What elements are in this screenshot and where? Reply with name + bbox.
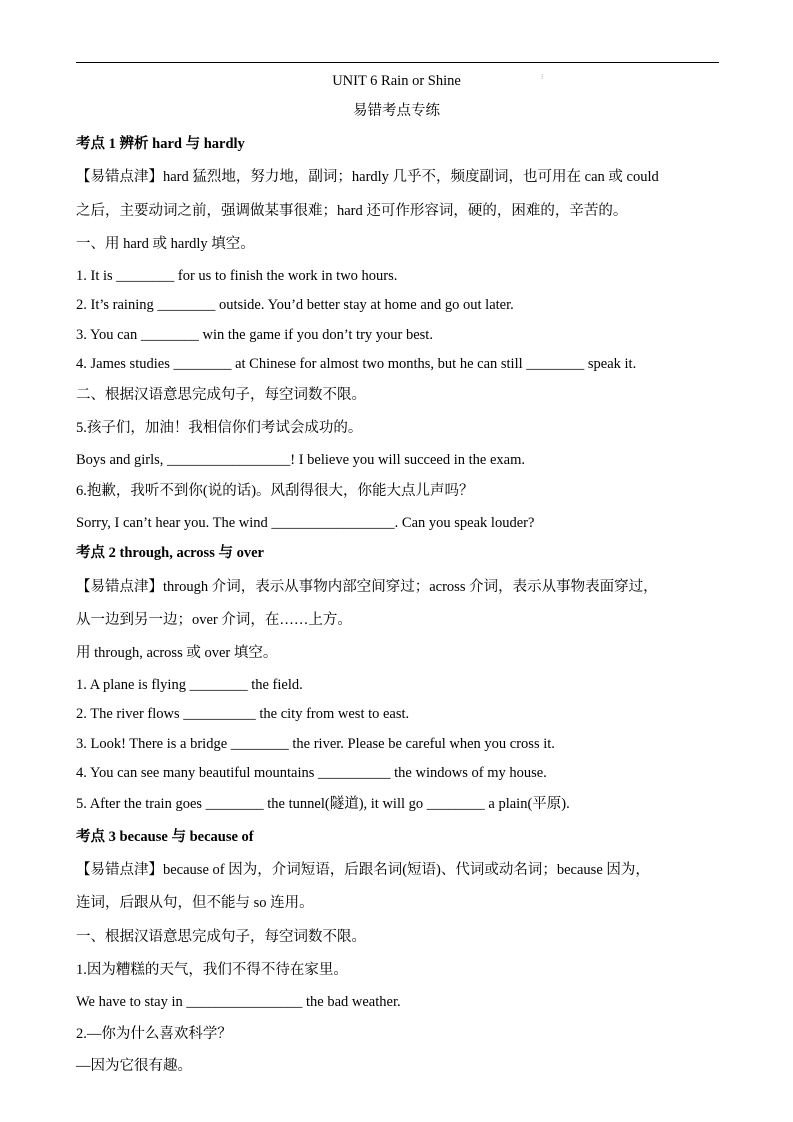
exercise-line: 3. Look! There is a bridge ________ the river. Please be careful when you cross it. [76, 736, 555, 752]
exercise-line: 3. You can ________ win the game if you don’t try your best. [76, 327, 433, 343]
exercise-prompt: 5.孩子们，加油！我相信你们考试会成功的。 [76, 420, 363, 436]
tip-line: 之后，主要动词之前，强调做某事很难；hard 还可作形容词，硬的，困难的，辛苦的。 [76, 203, 628, 219]
exercise-line: 1. A plane is flying ________ the field. [76, 677, 303, 693]
exercise-line: 2. The river flows __________ the city from west to east. [76, 706, 410, 722]
exercise-line: 4. James studies ________ at Chinese for almost two months, but he can still ________ speak it. [76, 356, 637, 372]
tip-line: 【易错点津】because of 因为，介词短语，后跟名词(短语)、代词或动名词；because 因为， [76, 862, 650, 878]
page-subtitle: 易错考点专练 [353, 103, 440, 119]
section-heading-2: 考点 2 through, across 与 over [76, 545, 264, 561]
exercise-prompt: —因为它很有趣。 [76, 1058, 192, 1074]
exercise-line: 1. It is ________ for us to finish the work in two hours. [76, 268, 398, 284]
page-title: UNIT 6 Rain or Shine [332, 73, 461, 89]
exercise-line: 2. It’s raining ________ outside. You’d better stay at home and go out later. [76, 297, 514, 313]
exercise-line: 5. After the train goes ________ the tunnel(隧道), it will go ________ a plain(平原). [76, 796, 570, 812]
exercise-line: We have to stay in ________________ the bad weather. [76, 994, 401, 1010]
tip-line: 连词，后跟从句，但不能与 so 连用。 [76, 895, 314, 911]
exercise-line: Sorry, I can’t hear you. The wind _________________. Can you speak louder? [76, 515, 535, 531]
exercise-prompt: 2.—你为什么喜欢科学？ [76, 1026, 232, 1042]
instruction-line: 一、根据汉语意思完成句子，每空词数不限。 [76, 929, 366, 945]
exercise-line: 4. You can see many beautiful mountains __________ the windows of my house. [76, 765, 547, 781]
exercise-line: Boys and girls, _________________! I believe you will succeed in the exam. [76, 452, 526, 468]
exercise-prompt: 1.因为糟糕的天气，我们不得不待在家里。 [76, 962, 348, 978]
instruction-line: 二、根据汉语意思完成句子，每空词数不限。 [76, 387, 366, 403]
section-heading-1: 考点 1 辨析 hard 与 hardly [76, 136, 245, 152]
tip-line: 从一边到另一边；over 介词，在……上方。 [76, 612, 352, 628]
tip-line: 【易错点津】through 介词，表示从事物内部空间穿过；across 介词，表示从事物表面穿过， [76, 579, 658, 595]
instruction-line: 一、用 hard 或 hardly 填空。 [76, 236, 255, 252]
section-heading-3: 考点 3 because 与 because of [76, 829, 254, 845]
tip-line: 【易错点津】hard 猛烈地，努力地，副词；hardly 几乎不，频度副词，也可用在 can 或 could [76, 169, 659, 185]
header-rule [76, 62, 719, 63]
instruction-line: 用 through, across 或 over 填空。 [76, 645, 278, 661]
exercise-prompt: 6.抱歉，我听不到你(说的话)。风刮得很大，你能大点儿声吗？ [76, 483, 474, 499]
stray-mark: ⁝ [541, 73, 544, 81]
